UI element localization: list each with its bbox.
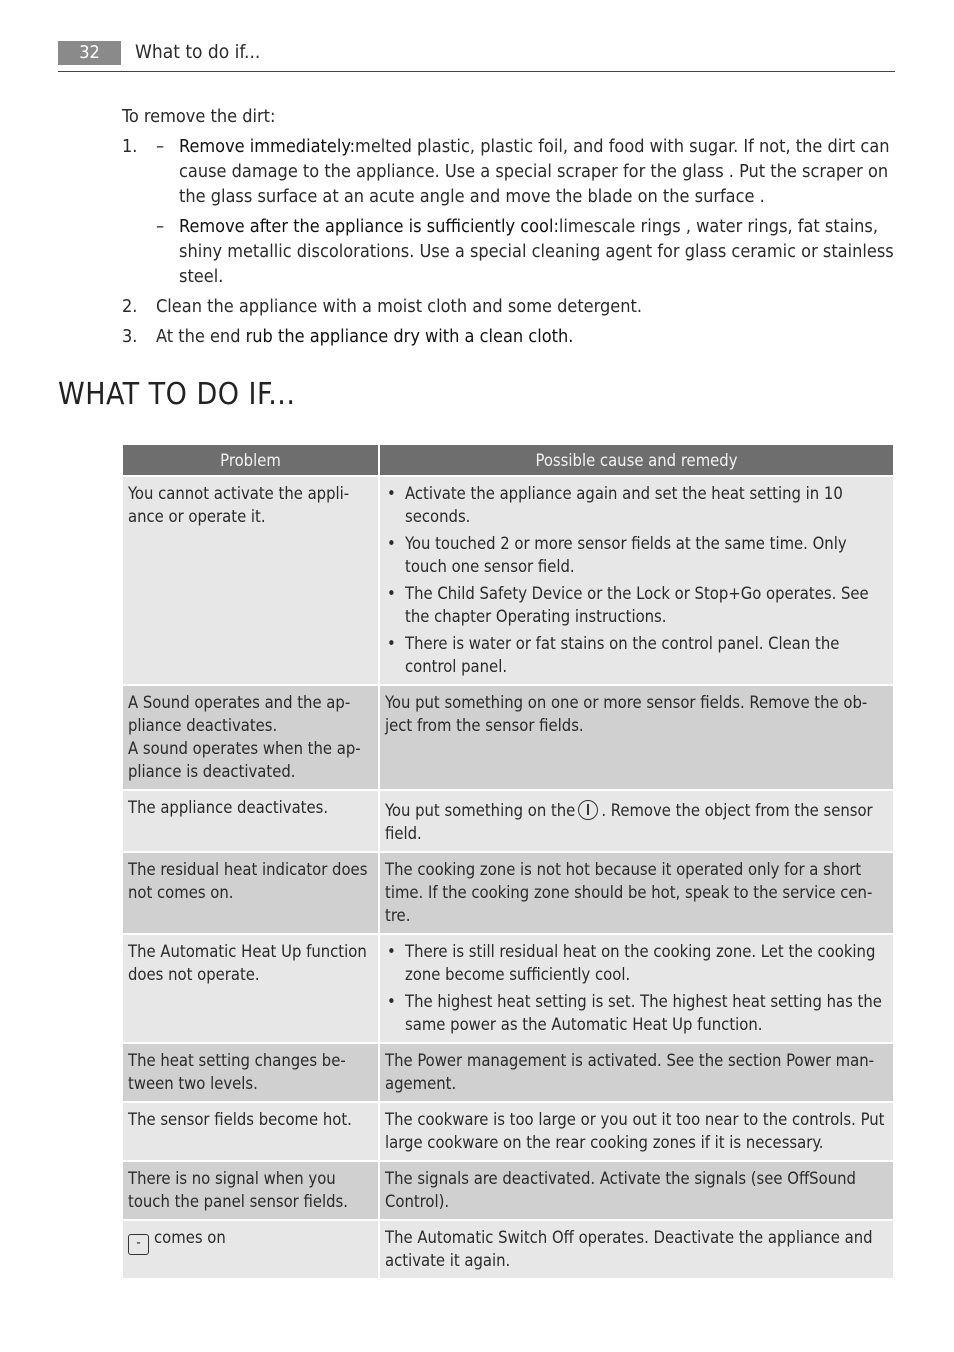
step-2 xyxy=(122,294,894,319)
remedy-cell: The signals are deactivated. Activate the signals (see OffSound Control). xyxy=(380,1162,893,1219)
problem-cell: There is no signal when you touch the panel sensor fields. xyxy=(123,1162,378,1219)
intro-lead: To remove the dirt: xyxy=(122,106,276,127)
table-row xyxy=(123,686,893,789)
remedy-cell xyxy=(380,477,893,684)
problem-cell: The appliance deactivates. xyxy=(123,791,378,851)
substep-emphasis: Remove after the appliance is sufficiently cool: xyxy=(179,216,559,237)
dash-marker: – xyxy=(156,136,165,157)
power-icon xyxy=(578,800,598,820)
table-row xyxy=(123,853,893,933)
problem-cell: You cannot activate the appliance or operate it. xyxy=(123,477,378,684)
problem-text: A sound operates when the appliance is deactivated. xyxy=(128,739,361,781)
list-item xyxy=(385,990,888,1036)
remedy-cell: The Power management is activated. See the section Power management. xyxy=(380,1044,893,1101)
step-number: 3. xyxy=(122,326,138,347)
table-row xyxy=(123,1221,893,1278)
remedy-cell: The cooking zone is not hot because it operated only for a short time. If the cooking zone should be hot, speak to the service centre. xyxy=(380,853,893,933)
remedy-text: Activate the appliance again and set the heat setting in 10 seconds. xyxy=(405,484,843,526)
remedy-text: There is water or fat stains on the control panel. Clean the control panel. xyxy=(405,634,840,676)
table-row xyxy=(123,477,893,684)
problem-text: A Sound operates and the appliance deactivates. xyxy=(128,693,351,735)
bullet-icon: • xyxy=(387,634,396,653)
problem-cell: The Automatic Heat Up function does not operate. xyxy=(123,935,378,1042)
problem-text: comes on xyxy=(154,1228,226,1247)
problem-cell: The heat setting changes between two levels. xyxy=(123,1044,378,1101)
remedy-list xyxy=(385,482,888,678)
column-header-problem: Problem xyxy=(123,445,378,475)
table-row xyxy=(123,791,893,851)
page-number: 32 xyxy=(58,41,121,65)
step-emphasis: rub the appliance dry with a clean cloth. xyxy=(245,326,574,347)
list-item xyxy=(385,582,888,628)
section-title: WHAT TO DO IF... xyxy=(58,377,296,412)
substep-emphasis: Remove immediately: xyxy=(179,136,356,157)
step-1 xyxy=(122,134,894,289)
troubleshooting-table xyxy=(121,443,895,1280)
display-dash-icon: - xyxy=(128,1234,149,1255)
step-text: Clean the appliance with a moist cloth and some detergent. xyxy=(156,296,642,317)
list-item xyxy=(385,632,888,678)
running-title: What to do if... xyxy=(135,41,261,63)
remedy-list xyxy=(385,940,888,1036)
bullet-icon: • xyxy=(387,484,396,503)
bullet-icon: • xyxy=(387,584,396,603)
step-number: 1. xyxy=(122,136,138,157)
step-text: At the end xyxy=(156,326,246,347)
cleaning-instructions xyxy=(122,104,894,354)
list-item xyxy=(385,940,888,986)
problem-cell xyxy=(123,686,378,789)
list-item xyxy=(385,482,888,528)
remedy-cell: The cookware is too large or you out it too near to the controls. Put large cookware on the rear cooking zones if it is necessary. xyxy=(380,1103,893,1160)
remedy-cell: You put something on one or more sensor fields. Remove the object from the sensor fields. xyxy=(380,686,893,789)
table-row xyxy=(123,1044,893,1101)
table-row xyxy=(123,935,893,1042)
table-row xyxy=(123,1162,893,1219)
remedy-text: You touched 2 or more sensor fields at the same time. Only touch one sensor field. xyxy=(405,534,847,576)
page-header xyxy=(58,40,895,72)
remedy-cell: The Automatic Switch Off operates. Deactivate the appliance and activate it again. xyxy=(380,1221,893,1278)
remedy-text: The Child Safety Device or the Lock or Stop+Go operates. See the chapter Operating instructions. xyxy=(405,584,869,626)
substep xyxy=(156,214,894,289)
substep-text: limescale rings , water rings, fat stains, shiny metallic discolorations. Use a special cleaning agent for glass ceramic or stainless steel. xyxy=(179,216,894,287)
problem-cell: The sensor fields become hot. xyxy=(123,1103,378,1160)
step-number: 2. xyxy=(122,296,138,317)
substep-text: melted plastic, plastic foil, and food with sugar. If not, the dirt can cause damage to the appliance. Use a special scraper for the glass . Put the scraper on the glass surface at an acute angle and move the blade on the surface . xyxy=(179,136,890,207)
remedy-text: The highest heat setting is set. The highest heat setting has the same power as the Automatic Heat Up function. xyxy=(405,992,882,1034)
table-header-row xyxy=(123,445,893,475)
substep xyxy=(156,134,894,209)
step-3 xyxy=(122,324,894,349)
column-header-remedy: Possible cause and remedy xyxy=(380,445,893,475)
remedy-text: You put something on the xyxy=(385,801,576,820)
remedy-cell xyxy=(380,791,893,851)
problem-cell: The residual heat indicator does not comes on. xyxy=(123,853,378,933)
table-row xyxy=(123,1103,893,1160)
list-item xyxy=(385,532,888,578)
remedy-text: There is still residual heat on the cooking zone. Let the cooking zone become sufficiently cool. xyxy=(405,942,876,984)
bullet-icon: • xyxy=(387,534,396,553)
remedy-cell xyxy=(380,935,893,1042)
dash-marker: – xyxy=(156,216,165,237)
bullet-icon: • xyxy=(387,992,396,1011)
remedy-text: . Remove the object from the sensor field. xyxy=(385,801,873,843)
problem-cell xyxy=(123,1221,378,1278)
bullet-icon: • xyxy=(387,942,396,961)
